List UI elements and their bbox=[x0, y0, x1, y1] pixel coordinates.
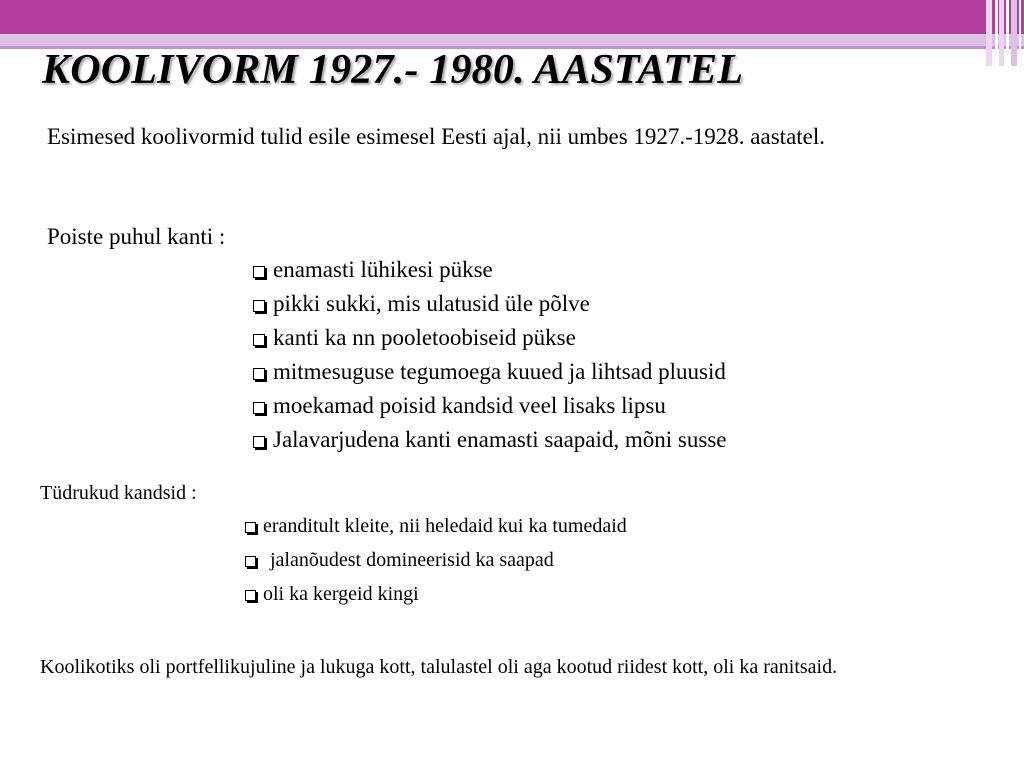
girls-list bbox=[245, 509, 627, 611]
footer-text: Koolikotiks oli portfellikujuline ja lukuga kott, talulastel oli aga kootud riidest kott, oli ka ranitsaid. bbox=[40, 656, 838, 678]
list-item bbox=[253, 321, 726, 355]
list-item bbox=[245, 509, 627, 543]
list-item bbox=[253, 253, 726, 287]
checkbox-bullet-icon bbox=[253, 300, 265, 312]
list-item-text: moekamad poisid kandsid veel lisaks lipsu bbox=[273, 393, 666, 418]
list-item-text: jalanõudest domineerisid ka saapad bbox=[270, 549, 554, 571]
list-item-text: oli ka kergeid kingi bbox=[263, 583, 419, 605]
boys-heading: Poiste puhul kanti : bbox=[47, 224, 226, 249]
list-item-text: mitmesuguse tegumoega kuued ja lihtsad pluusid bbox=[273, 359, 726, 384]
girls-heading: Tüdrukud kandsid : bbox=[40, 482, 197, 504]
list-item bbox=[245, 577, 627, 611]
corner-stripe bbox=[1006, 0, 1009, 66]
list-item bbox=[253, 355, 726, 389]
slide-title: KOOLIVORM 1927.- 1980. AASTATEL bbox=[42, 47, 744, 93]
checkbox-bullet-icon bbox=[253, 436, 265, 448]
list-item bbox=[253, 423, 726, 457]
list-item bbox=[253, 287, 726, 321]
checkbox-bullet-icon bbox=[253, 334, 265, 346]
corner-stripe bbox=[995, 0, 998, 66]
list-item-text: Jalavarjudena kanti enamasti saapaid, mõni susse bbox=[273, 427, 727, 452]
intro-text: Esimesed koolivormid tulid esile esimesel Eesti ajal, nii umbes 1927.-1928. aastatel. bbox=[47, 124, 826, 149]
corner-stripe bbox=[986, 0, 992, 66]
checkbox-bullet-icon bbox=[245, 590, 256, 601]
checkbox-bullet-icon bbox=[253, 402, 265, 414]
list-item-text: kanti ka nn pooletoobiseid pükse bbox=[273, 325, 576, 350]
corner-stripe bbox=[1019, 0, 1021, 66]
checkbox-bullet-icon bbox=[245, 522, 256, 533]
checkbox-bullet-icon bbox=[253, 266, 265, 278]
top-band-light bbox=[0, 34, 1024, 46]
list-item-text: enamasti lühikesi pükse bbox=[273, 257, 493, 282]
list-item bbox=[253, 389, 726, 423]
corner-stripe bbox=[999, 0, 1004, 66]
corner-stripe bbox=[1011, 0, 1017, 66]
boys-list bbox=[253, 253, 726, 457]
checkbox-bullet-icon bbox=[253, 368, 265, 380]
list-item-text: pikki sukki, mis ulatusid üle põlve bbox=[273, 291, 590, 316]
list-item-text: eranditult kleite, nii heledaid kui ka tumedaid bbox=[263, 515, 627, 537]
checkbox-bullet-icon bbox=[245, 556, 256, 567]
top-band bbox=[0, 0, 1024, 34]
list-item bbox=[245, 543, 627, 577]
